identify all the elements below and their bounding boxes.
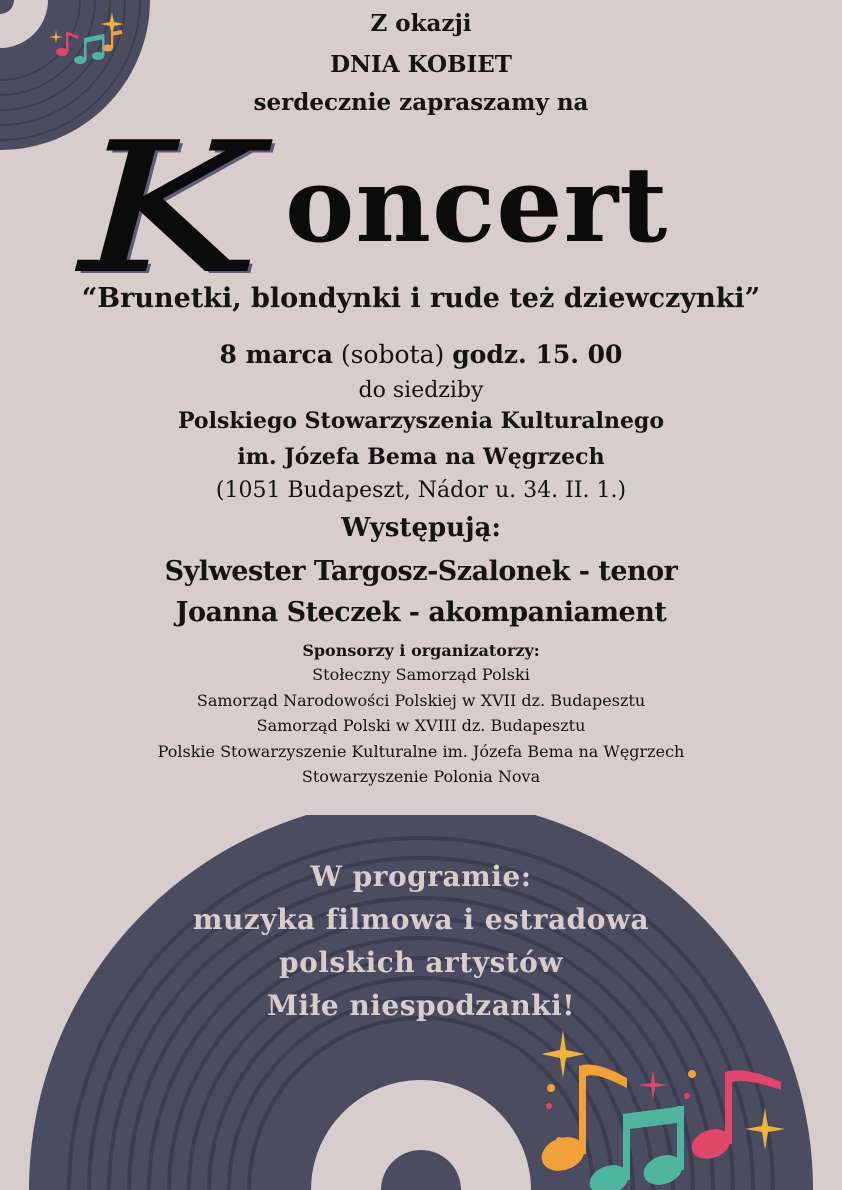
performer-2: Joanna Steczek - akompaniament [175, 597, 667, 628]
event-time: godz. 15. 00 [452, 340, 623, 369]
sparkle-icon [639, 1070, 667, 1100]
sponsors-heading: Sponsorzy i organizatorzy: [302, 641, 540, 660]
title-rest: oncert [285, 143, 669, 266]
event-date: 8 marca [219, 340, 333, 369]
intro-line-3: serdecznie zapraszamy na [253, 89, 589, 116]
program-line-3: Miłe niespodzanki! [266, 989, 576, 1022]
venue-address: (1051 Budapeszt, Nádor u. 34. II. 1.) [215, 478, 627, 503]
sparkle-icon [745, 1108, 785, 1150]
venue-intro: do siedziby [358, 378, 484, 403]
title-first-letter: K [80, 105, 257, 312]
sponsor-4: Polskie Stowarzyszenie Kulturalne im. Józefa Bema na Węgrzech [157, 742, 685, 761]
music-notes-icon [535, 1030, 795, 1190]
sponsor-5: Stowarzyszenie Polonia Nova [301, 767, 541, 786]
performers-heading: Występują: [341, 513, 501, 543]
sponsor-1: Stołeczny Samorząd Polski [312, 665, 530, 684]
concert-subtitle: “Brunetki, blondynki i rude też dziewczynki” [81, 283, 761, 314]
intro-line-1: Z okazji [370, 10, 472, 37]
program-line-1: muzyka filmowa i estradowa [192, 903, 650, 936]
sparkle-icon [541, 1030, 585, 1078]
sponsor-2: Samorząd Narodowości Polskiej w XVII dz. Budapesztu [196, 691, 646, 710]
event-date-line [0, 340, 842, 369]
event-day: (sobota) [340, 340, 445, 369]
performer-1: Sylwester Targosz-Szalonek - tenor [164, 556, 678, 587]
intro-line-2: DNIA KOBIET [330, 51, 512, 78]
program-heading: W programie: [310, 860, 532, 893]
program-line-2: polskich artystów [279, 946, 563, 979]
sponsor-3: Samorząd Polski w XVIII dz. Budapesztu [256, 716, 586, 735]
venue-line-2: im. Józefa Bema na Węgrzech [237, 444, 605, 470]
venue-line-1: Polskiego Stowarzyszenia Kulturalnego [177, 408, 664, 434]
